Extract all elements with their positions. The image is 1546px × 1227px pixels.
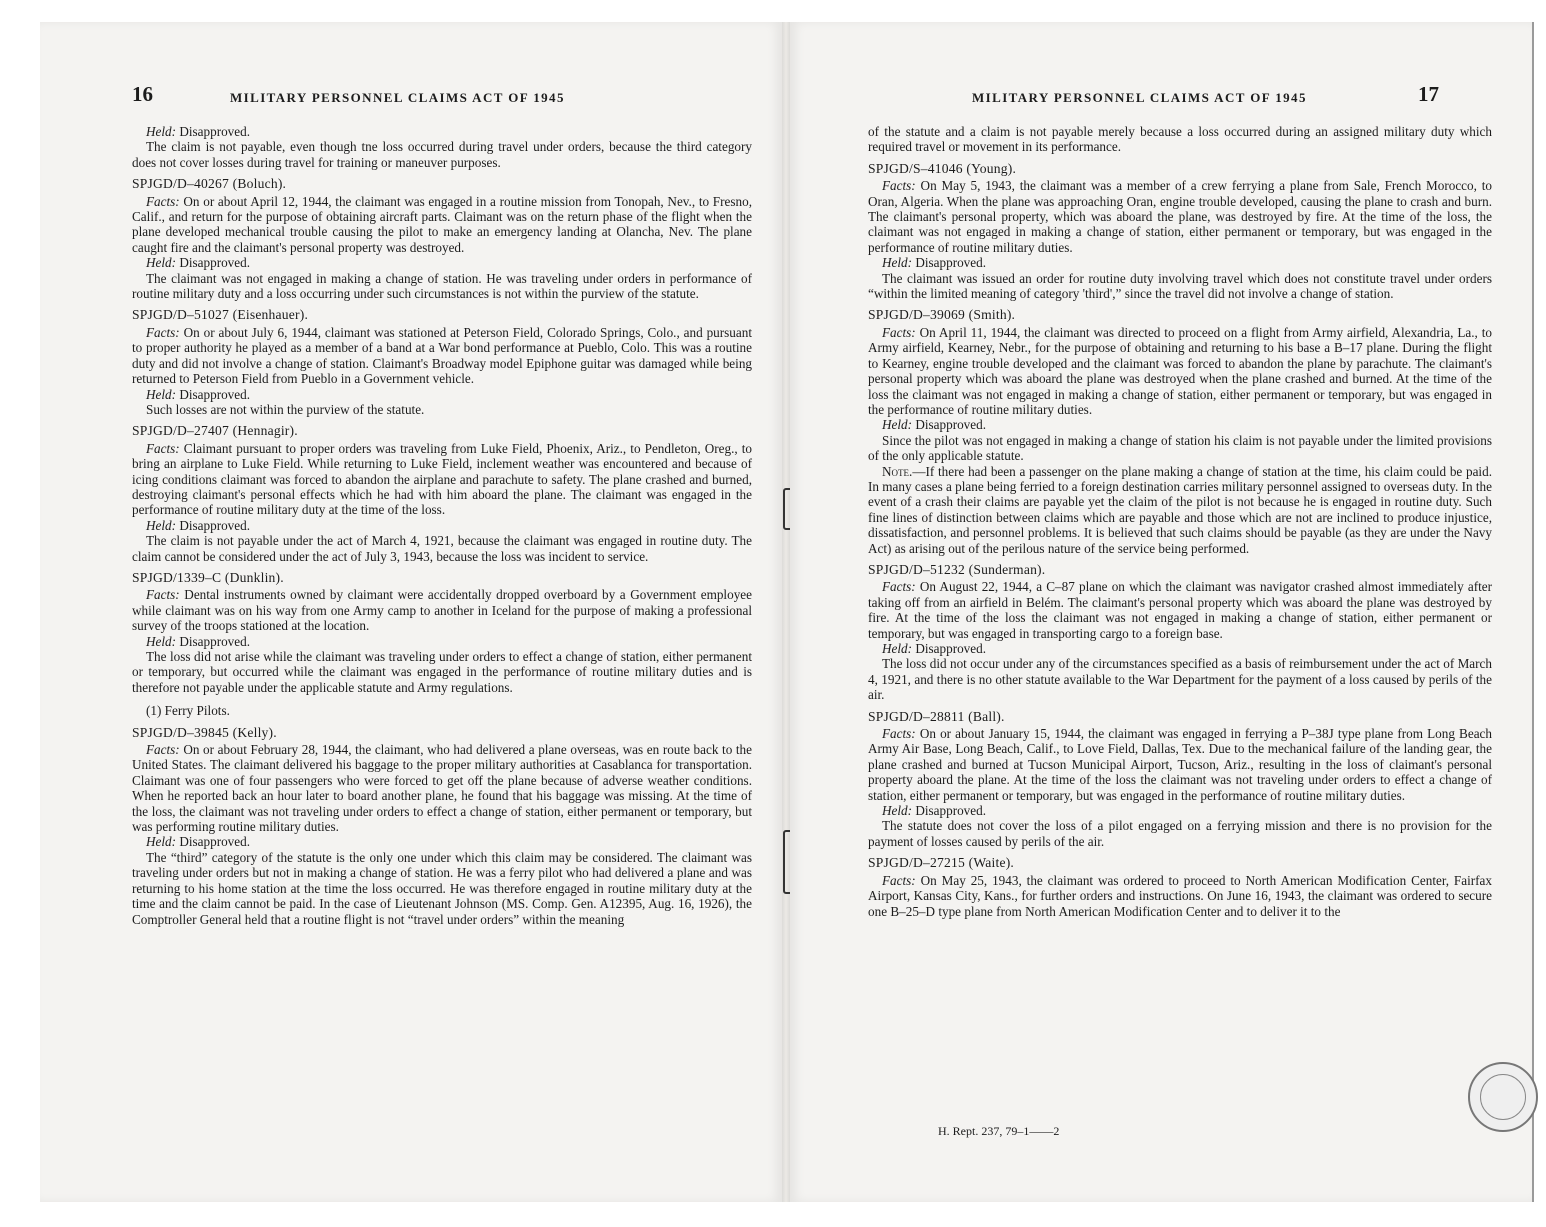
- facts-paragraph: Facts: On April 11, 1944, the claimant was directed to proceed on a flight from Army airfield, Alexandria, La., to Army airfield, Kearney, Nebr., for the purpose of obtaining and returning to his base a B–17 plane. During the flight to Kearney, engine trouble developed and the claimant was forced to abandon the plane by parachute. The claimant's personal property which was aboard the plane was destroyed when the plane crashed and burned. At the time of the loss the claimant was not engaged in making a change of station, either permanent or temporary, but was engaged in the performance of routine military duties.: [868, 324, 1492, 417]
- case-entry: [868, 562, 1492, 703]
- page-17: [790, 22, 1534, 1202]
- page-16: [40, 22, 782, 1202]
- facts-paragraph: Facts: On or about January 15, 1944, the claimant was engaged in ferrying a P–38J type plane from Long Beach Army Air Base, Long Beach, Calif., to Love Field, Dallas, Tex. Due to the mechanical failure of the landing gear, the plane crashed and burned at Tucson Municipal Airport, Tucson, Ariz., resulting in the loss of claimant's personal property aboard the plane. At the time of the loss the claimant was not traveling under orders to effect a change of station, either permanent or temporary, but was engaged in the performance of routine military duties.: [868, 726, 1493, 803]
- reasoning-paragraph: Such losses are not within the purview of the statute.: [146, 401, 425, 417]
- facts-paragraph: Facts: On May 25, 1943, the claimant was ordered to proceed to North American Modification Center, Fairfax Airport, Kansas City, Kans., for further orders and instructions. On June 16, 1943, the claimant was ordered to secure one B–25–D type plane from North American Modification Center and to deliver it to the: [868, 872, 1493, 919]
- continuation-paragraph: of the statute and a claim is not payable merely because a loss occurred during an assigned military duty which required travel or movement in its performance.: [868, 124, 1492, 155]
- held-line: Held: Disapproved.: [146, 517, 251, 533]
- case-entry: [868, 709, 1492, 850]
- facts-paragraph: Facts: Dental instruments owned by claimant were accidentally dropped overboard by a Government employee while claimant was on his way from one Army camp to another in Iceland for the purpose of making a professional survey of the troops stationed at the location.: [132, 587, 752, 634]
- case-citation: SPJGD/D–39069 (Smith).: [868, 307, 1016, 323]
- case-citation: SPJGD/1339–C (Dunklin).: [132, 569, 284, 585]
- held-line: Held: Disapproved.: [146, 255, 251, 271]
- held-line: Held: Disapproved.: [882, 641, 987, 656]
- held-line: Held: Disapproved.: [146, 124, 251, 139]
- page-number: 17: [1418, 82, 1439, 106]
- facts-paragraph: Facts: On or about April 12, 1944, the claimant was engaged in a routine mission from Tonopah, Nev., to Fresno, Calif., and return for the purpose of obtaining aircraft parts. Claimant was on the return phase of the flight when the plane developed mechanical trouble causing the pilot to make an emergency landing at Olancha, Nev. The plane caught fire and the claimant's personal property was destroyed.: [132, 193, 752, 255]
- case-entry: [132, 725, 752, 927]
- held-line: Held: Disapproved.: [146, 386, 251, 402]
- held-line: Held: Disapproved.: [882, 803, 987, 819]
- case-citation: SPJGD/D–27215 (Waite).: [868, 855, 1015, 871]
- left-text-column: [132, 124, 752, 927]
- case-citation: SPJGD/D–40267 (Boluch).: [132, 176, 287, 192]
- case-entry: [132, 176, 752, 301]
- facts-paragraph: Facts: On or about July 6, 1944, claimant was stationed at Peterson Field, Colorado Springs, Colo., and pursuant to proper authority he played as a member of a band at a War bond performance at Pueblo, Colo. This was a routine duty and did not involve a change of station. Claimant's Broadway model Epiphone guitar was damaged while being returned to Peterson Field from Pueblo in a Government vehicle.: [132, 324, 753, 387]
- note-paragraph: Note.—If there had been a passenger on the plane making a change of station at the time, his claim could be paid. In many cases a plane being ferried to a foreign destination carries military personnel assigned to overseas duty. In the event of a crash their claims are payable yet the claim of the pilot is not because he is engaged in routine duty. Such fine lines of distinction between claims which are payable and those which are not are inclined to produce injustice, dissatisfaction, and personnel problems. It is believed that such claims should be payable (as they are under the Navy Act) as arising out of the perilous nature of the service being performed.: [868, 463, 1492, 556]
- case-citation: SPJGD/D–27407 (Hennagir).: [132, 423, 298, 439]
- reasoning-paragraph: The loss did not occur under any of the circumstances specified as a basis of reimbursement under the act of March 4, 1921, and there is no other statute available to the War Department for the payment of a loss caused by perils of the air.: [868, 656, 1492, 703]
- running-header: MILITARY PERSONNEL CLAIMS ACT OF 1945: [230, 90, 565, 105]
- reasoning-paragraph: The loss did not arise while the claimant was traveling under orders to effect a change of station, either permanent or temporary, but occurred while the claimant was engaged in the performance of routine military duties and is therefore not payable under the applicable statute and Army regulations.: [132, 649, 752, 695]
- section-subheading: (1) Ferry Pilots.: [146, 703, 230, 719]
- case-citation: SPJGD/D–51232 (Sunderman).: [868, 561, 1046, 577]
- case-entry: [132, 570, 752, 695]
- reasoning-paragraph: The statute does not cover the loss of a pilot engaged on a ferrying mission and there is no provision for the payment of losses caused by perils of the air.: [868, 818, 1492, 849]
- case-entry: [868, 855, 1492, 919]
- case-citation: SPJGD/D–39845 (Kelly).: [132, 724, 277, 740]
- right-text-column: [868, 124, 1492, 919]
- reasoning-paragraph: Since the pilot was not engaged in making a change of station his claim is not payable under the limited provisions of the only applicable statute.: [868, 432, 1492, 464]
- page-number: 16: [132, 82, 153, 106]
- seal-icon: [1468, 1062, 1538, 1132]
- case-entry: [868, 161, 1492, 302]
- held-line: Held: Disapproved.: [882, 255, 987, 271]
- reasoning-paragraph: The claim is not payable under the act of March 4, 1921, because the claimant was engaged in routine duty. The claim cannot be considered under the act of July 3, 1943, because the loss was incident to service.: [132, 533, 752, 564]
- book-gutter: [782, 22, 790, 1202]
- held-line: Held: Disapproved.: [146, 633, 251, 649]
- facts-paragraph: Facts: Claimant pursuant to proper orders was traveling from Luke Field, Phoenix, Ariz., to Pendleton, Oreg., to bring an airplane to Luke Field. While returning to Luke Field, inclement weather was encountered and because of icing conditions claimant was forced to abandon the airplane and parachute to safety. The plane crashed and burned, destroying claimant's personal effects which he had with him aboard the plane. The claimant was engaged in the performance of routine military duty at the time of the loss.: [132, 440, 753, 518]
- facts-paragraph: Facts: On August 22, 1944, a C–87 plane on which the claimant was navigator crashed almost immediately after taking off from an airfield in Belém. The claimant's personal property which was aboard the plane was destroyed by fire. At the time of the loss the claimant was not engaged in making a change of station, either permanent or temporary, but was engaged in transporting cargo to a foreign base.: [868, 579, 1492, 641]
- case-citation: SPJGD/D–51027 (Eisenhauer).: [132, 307, 309, 323]
- reasoning-paragraph: The “third” category of the statute is the only one under which this claim may be considered. The claimant was traveling under orders but not in making a change of station. He was a ferry pilot who had delivered a plane and was returning to his home station at the time the loss occurred. He was therefore engaged in routine military duty at the time and the claim cannot be paid. In the case of Lieutenant Johnson (MS. Comp. Gen. A12395, Aug. 16, 1926), the Comptroller General held that a routine flight is not “travel under orders” within the meaning: [132, 849, 752, 927]
- held-line: Held: Disapproved.: [882, 417, 987, 433]
- facts-paragraph: Facts: On May 5, 1943, the claimant was a member of a crew ferrying a plane from Sale, French Morocco, to Oran, Algeria. When the plane was approaching Oran, engine trouble developed, causing the plane to crash and burn. The claimant's personal property, which was aboard the plane, was destroyed by fire. At the time of the loss, the claimant was not engaged in making a change of station, either permanent or temporary, but was engaged in the performance of routine military duties.: [868, 178, 1493, 255]
- case-entry: [132, 307, 752, 417]
- case-citation: SPJGD/D–28811 (Ball).: [868, 708, 1005, 724]
- held-line: Held: Disapproved.: [146, 834, 251, 850]
- page-footer: H. Rept. 237, 79–1——2: [938, 1124, 1060, 1138]
- case-entry: [132, 423, 752, 564]
- reasoning-paragraph: The claimant was not engaged in making a change of station. He was traveling under orders in performance of routine military duty and a loss occurring under such circumstances is not within the purview of the statute.: [132, 270, 752, 302]
- running-header: MILITARY PERSONNEL CLAIMS ACT OF 1945: [972, 90, 1307, 105]
- facts-paragraph: Facts: On or about February 28, 1944, the claimant, who had delivered a plane overseas, was en route back to the United States. The claimant delivered his baggage to the proper military authorities at Casablanca for transportation. Claimant was one of four passengers who were forced to get off the plane because of adverse weather conditions. When he reported back an hour later to board another plane, he found that his baggage was missing. At the time of the loss, the claimant was not traveling under orders to effect a change of station, either permanent or temporary, but was performing routine military duties.: [132, 742, 752, 835]
- case-entry: [868, 307, 1492, 463]
- reasoning-paragraph: The claim is not payable, even though tne loss occurred during travel under orders, because the third category does not cover losses during travel for training or maneuver purposes.: [132, 139, 752, 170]
- reasoning-paragraph: The claimant was issued an order for routine duty involving travel which does not constitute travel under orders “within the limited meaning of category 'third',” since the travel did not involve a change of station.: [868, 270, 1492, 302]
- stamp-inner-ring: [1480, 1074, 1526, 1120]
- case-citation: SPJGD/S–41046 (Young).: [868, 160, 1017, 176]
